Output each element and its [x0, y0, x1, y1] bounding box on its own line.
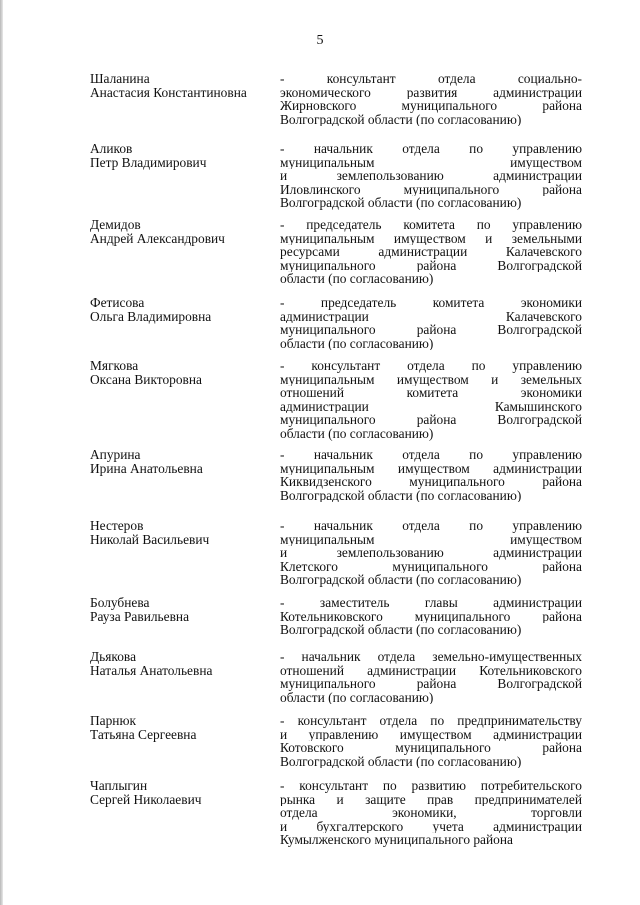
member-given-names: Оксана Викторовна [90, 371, 202, 387]
member-position [280, 779, 582, 847]
member-entry [90, 218, 582, 296]
position-line: - начальник отдела по управлению [280, 448, 582, 462]
member-entry [90, 650, 582, 714]
member-position [280, 218, 582, 286]
member-name [90, 448, 280, 475]
position-line: администрации Калачевского [280, 309, 582, 324]
position-line: и землепользованию администрации [280, 169, 582, 183]
position-line: отношений администрации Котельниковского [280, 663, 582, 678]
member-surname: Аликов [90, 141, 133, 156]
member-surname: Демидов [90, 217, 141, 232]
member-surname: Шаланина [90, 71, 150, 86]
position-line: Иловлинского муниципального района [280, 182, 582, 197]
position-line: Киквидзенского муниципального района [280, 475, 582, 489]
position-line: - начальник отдела по управлению [280, 519, 582, 533]
member-given-names: Петр Владимирович [90, 154, 207, 170]
position-line: Жирновского муниципального района [280, 99, 582, 113]
position-line: - начальник отдела по управлению [280, 142, 582, 156]
position-line: - начальник отдела земельно-имущественных [280, 650, 582, 664]
member-surname: Нестеров [90, 518, 144, 533]
position-line: Волгоградской области (по согласованию) [280, 196, 522, 210]
position-line: рынка и защите прав предпринимателей [280, 792, 582, 807]
position-line: муниципального района Волгоградской [280, 258, 582, 273]
position-line: муниципальным имуществом [280, 532, 582, 547]
member-given-names: Ольга Владимировна [90, 308, 212, 324]
position-line: - консультант отдела социально- [280, 72, 582, 86]
position-line: муниципальным имуществом и земельных [280, 372, 582, 387]
position-line: - консультант по развитию потребительского [280, 779, 582, 793]
member-position [280, 519, 582, 587]
position-line: области (по согласованию) [280, 336, 434, 351]
position-line: - председатель комитета по управлению [280, 218, 582, 232]
member-given-names: Николай Васильевич [90, 531, 210, 547]
member-given-names: Татьяна Сергеевна [90, 726, 197, 742]
position-line: муниципальным имуществом [280, 155, 582, 170]
position-line: Клетского муниципального района [280, 559, 582, 574]
member-surname: Апурина [90, 447, 141, 462]
position-line: и управлению имуществом администрации [280, 727, 582, 742]
position-line: ресурсами администрации Калачевского [280, 245, 582, 259]
member-entry [90, 519, 582, 596]
member-given-names: Андрей Александрович [90, 230, 225, 246]
position-line: Волгоградской области (по согласованию) [280, 488, 522, 503]
member-entry [90, 779, 582, 851]
member-position [280, 142, 582, 210]
member-surname: Фетисова [90, 295, 145, 310]
member-entry [90, 296, 582, 359]
member-name [90, 779, 280, 806]
position-line: муниципальным имуществом администрации [280, 461, 582, 476]
member-surname: Болубнева [90, 595, 150, 610]
position-line: отношений комитета экономики [280, 386, 582, 400]
position-line: Волгоградской области (по согласованию) [280, 623, 522, 637]
member-given-names: Сергей Николаевич [90, 791, 202, 807]
position-line: - консультант отдела по управлению [280, 359, 582, 373]
position-line: Кумылженского муниципального района [280, 833, 513, 847]
position-line: муниципальным имуществом и земельными [280, 231, 582, 246]
member-surname: Чаплыгин [90, 778, 148, 793]
position-line: Котельниковского муниципального района [280, 609, 582, 624]
position-line: экономического развития администрации [280, 85, 582, 100]
member-position [280, 296, 582, 350]
position-line: муниципального района Волгоградской [280, 413, 582, 427]
member-position [280, 359, 582, 441]
position-line: Котовского муниципального района [280, 741, 582, 755]
scan-edge [0, 0, 3, 905]
member-surname: Мягкова [90, 358, 139, 373]
member-entry [90, 72, 582, 142]
member-name [90, 359, 280, 386]
member-given-names: Рауза Равильевна [90, 608, 190, 624]
position-line: муниципального района Волгоградской [280, 677, 582, 691]
position-line: - заместитель главы администрации [280, 596, 582, 610]
member-entry [90, 142, 582, 218]
member-entry [90, 596, 582, 650]
page-number: 5 [316, 33, 324, 48]
member-position [280, 650, 582, 704]
member-name [90, 519, 280, 546]
member-list [90, 72, 582, 851]
position-line: отдела экономики, торговли [280, 806, 582, 820]
member-surname: Парнюк [90, 713, 136, 728]
member-entry [90, 448, 582, 519]
position-line: области (по согласованию) [280, 690, 434, 705]
position-line: и бухгалтерского учета администрации [280, 819, 582, 834]
member-entry [90, 359, 582, 448]
member-position [280, 448, 582, 502]
position-line: Волгоградской области (по согласованию) [280, 573, 522, 587]
member-given-names: Анастасия Константиновна [90, 84, 247, 100]
member-name [90, 72, 280, 99]
position-line: области (по согласованию) [280, 426, 434, 441]
member-surname: Дьякова [90, 649, 137, 664]
member-name [90, 596, 280, 623]
member-name [90, 714, 280, 741]
position-line: администрации Камышинского [280, 399, 582, 414]
member-position [280, 596, 582, 637]
member-given-names: Наталья Анатольевна [90, 662, 213, 678]
member-name [90, 218, 280, 245]
position-line: Волгоградской области (по согласованию) [280, 754, 522, 769]
member-entry [90, 714, 582, 779]
position-line: Волгоградской области (по согласованию) [280, 112, 522, 127]
position-line: области (по согласованию) [280, 272, 434, 286]
position-line: - председатель комитета экономики [280, 296, 582, 310]
member-given-names: Ирина Анатольевна [90, 460, 203, 476]
member-name [90, 142, 280, 169]
position-line: и землепользованию администрации [280, 546, 582, 560]
member-position [280, 714, 582, 768]
position-line: - консультант отдела по предпринимательству [280, 714, 582, 728]
position-line: муниципального района Волгоградской [280, 323, 582, 337]
member-position [280, 72, 582, 126]
member-name [90, 296, 280, 323]
member-name [90, 650, 280, 677]
